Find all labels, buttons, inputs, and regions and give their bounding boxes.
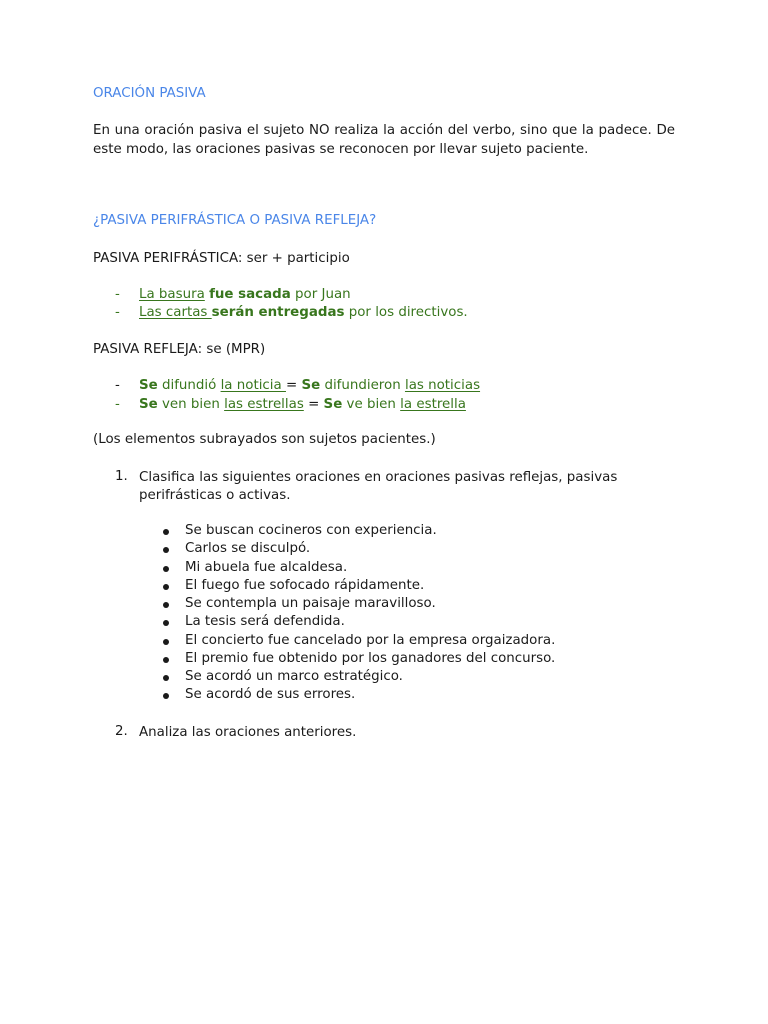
agent-complement: por los directivos. [344, 305, 468, 320]
verb: ve bien [342, 397, 401, 412]
perifrastica-label: PASIVA PERIFRÁSTICA: ser + participio [93, 251, 350, 266]
bullet-icon [163, 657, 169, 663]
se-particle: Se [301, 378, 321, 393]
verb: ven bien [157, 397, 225, 412]
sentence-text: Mi abuela fue alcaldesa. [185, 559, 348, 575]
sentence-text: Se buscan cocineros con experiencia. [185, 523, 437, 538]
bullet-icon [163, 620, 169, 626]
bullet-icon [163, 675, 169, 681]
example-sentence [139, 378, 480, 393]
passive-verb: serán entregadas [211, 305, 345, 320]
bullet-icon [163, 566, 169, 572]
patient-subject: la estrella [400, 397, 466, 412]
question-heading: ¿PASIVA PERIFRÁSTICA O PASIVA REFLEJA? [93, 213, 377, 228]
bullet-icon [163, 693, 169, 699]
exercise-text: Clasifica las siguientes oraciones en oraciones pasivas reflejas, pasivas perifrásticas o activas. [139, 470, 618, 504]
sentence-text: El fuego fue sofocado rápidamente. [185, 577, 425, 593]
patient-subject: las noticias [404, 378, 481, 393]
verb: difundió [157, 378, 221, 393]
agent-complement: por Juan [290, 287, 351, 302]
sentence-text: Se contempla un paisaje maravilloso. [185, 596, 436, 611]
dash-marker: - [115, 378, 120, 393]
dash-marker: - [115, 305, 120, 320]
equals-sign: = [285, 378, 302, 393]
example-sentence [139, 397, 466, 412]
note-text: (Los elementos subrayados son sujetos pacientes.) [93, 432, 436, 447]
intro-paragraph: En una oración pasiva el sujeto NO realiza la acción del verbo, sino que la padece. De este modo, las oraciones pasivas se reconocen por llevar sujeto paciente. [93, 123, 675, 157]
exercise-number: 1. [115, 469, 128, 484]
exercise-number: 2. [115, 724, 128, 739]
se-particle: Se [139, 397, 158, 412]
sentence-text: La tesis será defendida. [185, 614, 345, 630]
dash-marker: - [115, 287, 120, 302]
bullet-icon [163, 584, 169, 590]
passive-verb: fue sacada [209, 287, 291, 302]
se-particle: Se [139, 378, 158, 393]
sentence-text: El premio fue obtenido por los ganadores del concurso. [185, 650, 556, 666]
bullet-icon [163, 529, 169, 535]
sentence-text: Carlos se disculpó. [185, 541, 311, 557]
example-sentence [139, 305, 468, 320]
patient-subject: las estrellas [224, 397, 304, 412]
bullet-icon [163, 547, 169, 553]
page-title: ORACIÓN PASIVA [93, 86, 206, 101]
bullet-icon [163, 602, 169, 608]
patient-subject: La basura [139, 287, 205, 302]
bullet-icon [163, 639, 169, 645]
patient-subject: Las cartas [139, 305, 212, 320]
exercise-text: Analiza las oraciones anteriores. [139, 725, 357, 740]
equals-sign: = [303, 397, 324, 412]
patient-subject: la noticia [220, 378, 286, 393]
refleja-label: PASIVA REFLEJA: se (MPR) [93, 342, 266, 357]
verb: difundieron [320, 378, 405, 393]
se-particle: Se [323, 397, 343, 412]
sentence-text: El concierto fue cancelado por la empresa orgaizadora. [185, 632, 556, 648]
sentence-text: Se acordó de sus errores. [185, 687, 356, 703]
dash-marker: - [115, 397, 120, 412]
sentence-text: Se acordó un marco estratégico. [185, 669, 403, 684]
example-sentence [139, 287, 351, 302]
